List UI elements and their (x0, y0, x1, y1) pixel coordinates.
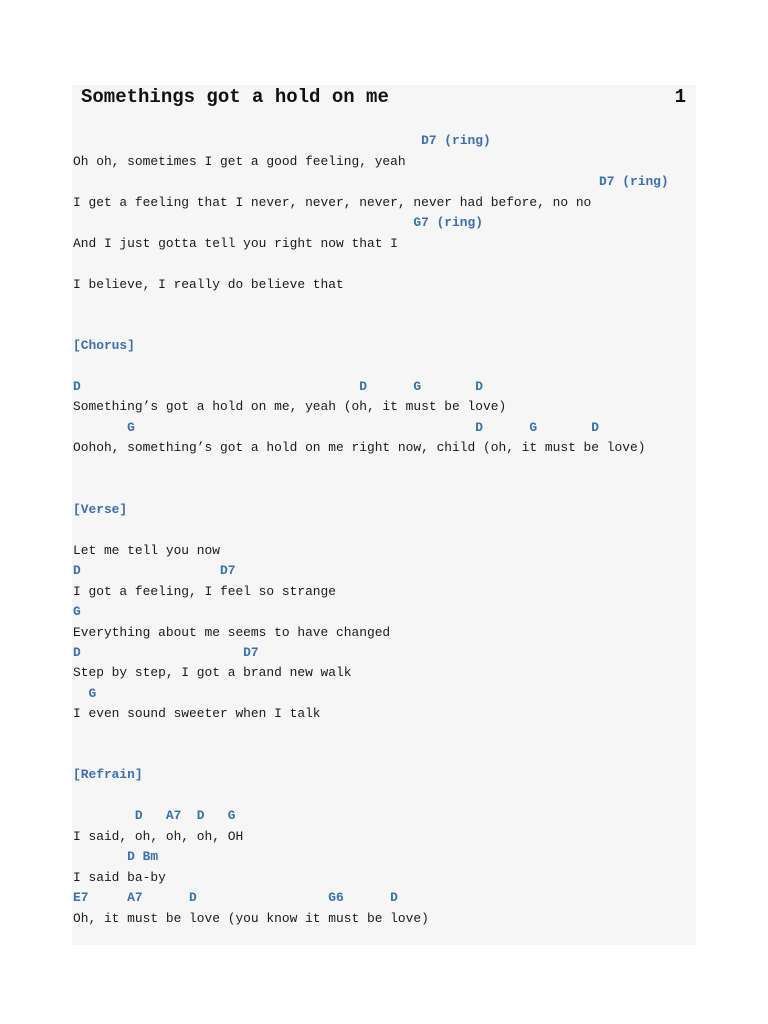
section-heading-verse: [Verse] (73, 502, 128, 517)
lyric-line: Oohoh, something’s got a hold on me right now, child (oh, it must be love) (73, 440, 646, 455)
lyric-line: I believe, I really do believe that (73, 277, 344, 292)
chord-line: G (73, 686, 97, 701)
lyric-line: Oh, it must be love (you know it must be love) (73, 911, 429, 926)
chord-line: G (73, 604, 81, 619)
chord-line: E7 A7 D G6 D (73, 890, 398, 905)
chord-line: D D G D (73, 379, 483, 394)
section-heading-refrain: [Refrain] (73, 767, 143, 782)
section-heading-chorus: [Chorus] (73, 338, 135, 353)
chord-line: D D7 (73, 645, 259, 660)
chord-line: D A7 D G (73, 808, 236, 823)
chord-line: D D7 (73, 563, 236, 578)
lyric-line: I said ba-by (73, 870, 166, 885)
lyric-line: Something’s got a hold on me, yeah (oh, it must be love) (73, 399, 507, 414)
lyric-line: I said, oh, oh, oh, OH (73, 829, 244, 844)
song-title: Somethings got a hold on me (81, 86, 389, 108)
chord-line: D Bm (73, 849, 159, 864)
lyric-line: Everything about me seems to have changed (73, 625, 391, 640)
lyric-line: I got a feeling, I feel so strange (73, 584, 337, 599)
page-number: 1 (674, 86, 686, 108)
lyric-line: Let me tell you now (73, 543, 220, 558)
lyric-line: I even sound sweeter when I talk (73, 706, 321, 721)
chord-line: G D G D (73, 420, 600, 435)
chord-line: G7 (ring) (73, 215, 483, 230)
lyric-line: Oh oh, sometimes I get a good feeling, yeah (73, 154, 406, 169)
lyric-line: And I just gotta tell you right now that I (73, 236, 398, 251)
lyric-line: Step by step, I got a brand new walk (73, 665, 352, 680)
lyric-line: I get a feeling that I never, never, never, never had before, no no (73, 195, 592, 210)
lyrics-page (72, 85, 696, 945)
chord-line: D7 (ring) (73, 174, 669, 189)
chord-line: D7 (ring) (73, 133, 491, 148)
